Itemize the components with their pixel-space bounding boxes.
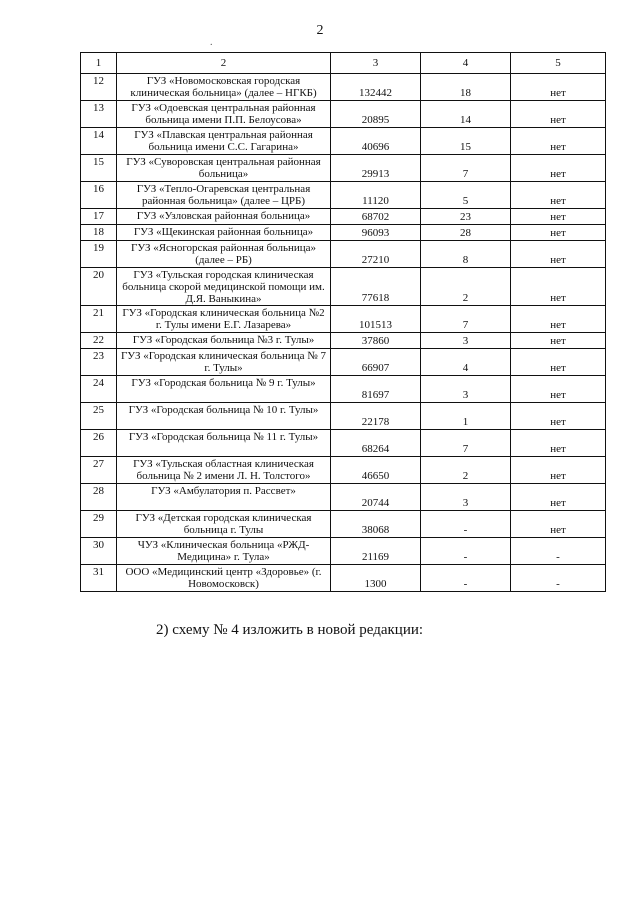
status-cell: нет — [511, 430, 606, 457]
count-cell: 2 — [421, 457, 511, 484]
row-number-cell: 12 — [81, 74, 117, 101]
institution-name-cell: ГУЗ «Щекинская районная больница» — [117, 225, 331, 241]
row-number-cell: 13 — [81, 101, 117, 128]
table-row — [81, 511, 606, 538]
population-cell: 77618 — [331, 268, 421, 306]
count-cell: - — [421, 511, 511, 538]
count-cell: - — [421, 565, 511, 592]
hospital-table — [80, 52, 606, 592]
header-cell: 4 — [421, 53, 511, 74]
institution-name-cell: ГУЗ «Городская клиническая больница №2 г. Тулы имени Е.Г. Лазарева» — [117, 306, 331, 333]
count-cell: 15 — [421, 128, 511, 155]
status-cell: - — [511, 565, 606, 592]
table-row — [81, 538, 606, 565]
institution-name-cell: ГУЗ «Тульская областная клиническая больница № 2 имени Л. Н. Толстого» — [117, 457, 331, 484]
status-cell: нет — [511, 268, 606, 306]
row-number-cell: 18 — [81, 225, 117, 241]
count-cell: 7 — [421, 155, 511, 182]
institution-name-cell: ЧУЗ «Клиническая больница «РЖД-Медицина» г. Тула» — [117, 538, 331, 565]
institution-name-cell: ООО «Медицинский центр «Здоровье» (г. Новомосковск) — [117, 565, 331, 592]
count-cell: 18 — [421, 74, 511, 101]
status-cell: нет — [511, 241, 606, 268]
table-row — [81, 225, 606, 241]
population-cell: 40696 — [331, 128, 421, 155]
population-cell: 96093 — [331, 225, 421, 241]
institution-name-cell: ГУЗ «Узловская районная больница» — [117, 209, 331, 225]
closing-text: 2) схему № 4 изложить в новой редакции: — [156, 622, 424, 638]
row-number-cell: 17 — [81, 209, 117, 225]
status-cell: нет — [511, 306, 606, 333]
header-cell: 2 — [117, 53, 331, 74]
population-cell: 27210 — [331, 241, 421, 268]
header-cell: 5 — [511, 53, 606, 74]
status-cell: нет — [511, 101, 606, 128]
institution-name-cell: ГУЗ «Новомосковская городская клиническая больница» (далее – НГКБ) — [117, 74, 331, 101]
table-row — [81, 101, 606, 128]
institution-name-cell: ГУЗ «Городская больница № 10 г. Тулы» — [117, 403, 331, 430]
row-number-cell: 24 — [81, 376, 117, 403]
count-cell: 3 — [421, 376, 511, 403]
row-number-cell: 21 — [81, 306, 117, 333]
row-number-cell: 27 — [81, 457, 117, 484]
row-number-cell: 28 — [81, 484, 117, 511]
status-cell: нет — [511, 182, 606, 209]
row-number-cell: 20 — [81, 268, 117, 306]
count-cell: 28 — [421, 225, 511, 241]
row-number-cell: 31 — [81, 565, 117, 592]
row-number-cell: 25 — [81, 403, 117, 430]
row-number-cell: 14 — [81, 128, 117, 155]
scan-dot: . — [210, 37, 213, 48]
institution-name-cell: ГУЗ «Городская клиническая больница № 7 г. Тулы» — [117, 349, 331, 376]
table-row — [81, 403, 606, 430]
count-cell: 3 — [421, 484, 511, 511]
table-row — [81, 241, 606, 268]
count-cell: 3 — [421, 333, 511, 349]
table-row — [81, 430, 606, 457]
table-row — [81, 484, 606, 511]
population-cell: 66907 — [331, 349, 421, 376]
status-cell: нет — [511, 376, 606, 403]
population-cell: 46650 — [331, 457, 421, 484]
population-cell: 20895 — [331, 101, 421, 128]
count-cell: 5 — [421, 182, 511, 209]
population-cell: 29913 — [331, 155, 421, 182]
table-row — [81, 155, 606, 182]
institution-name-cell: ГУЗ «Суворовская центральная районная больница» — [117, 155, 331, 182]
population-cell: 68702 — [331, 209, 421, 225]
table-header-row — [81, 53, 606, 74]
row-number-cell: 15 — [81, 155, 117, 182]
table-row — [81, 74, 606, 101]
count-cell: 7 — [421, 430, 511, 457]
table-row — [81, 457, 606, 484]
population-cell: 1300 — [331, 565, 421, 592]
page-number: 2 — [316, 23, 324, 38]
row-number-cell: 22 — [81, 333, 117, 349]
status-cell: нет — [511, 403, 606, 430]
row-number-cell: 26 — [81, 430, 117, 457]
institution-name-cell: ГУЗ «Городская больница №3 г. Тулы» — [117, 333, 331, 349]
population-cell: 38068 — [331, 511, 421, 538]
count-cell: 23 — [421, 209, 511, 225]
status-cell: нет — [511, 74, 606, 101]
table-row — [81, 209, 606, 225]
status-cell: нет — [511, 209, 606, 225]
institution-name-cell: ГУЗ «Одоевская центральная районная больница имени П.П. Белоусова» — [117, 101, 331, 128]
institution-name-cell: ГУЗ «Городская больница № 9 г. Тулы» — [117, 376, 331, 403]
row-number-cell: 30 — [81, 538, 117, 565]
population-cell: 20744 — [331, 484, 421, 511]
institution-name-cell: ГУЗ «Тепло-Огаревская центральная районная больница» (далее – ЦРБ) — [117, 182, 331, 209]
row-number-cell: 23 — [81, 349, 117, 376]
population-cell: 81697 — [331, 376, 421, 403]
institution-name-cell: ГУЗ «Ясногорская районная больница» (далее – РБ) — [117, 241, 331, 268]
population-cell: 11120 — [331, 182, 421, 209]
table-row — [81, 306, 606, 333]
population-cell: 101513 — [331, 306, 421, 333]
table-row — [81, 376, 606, 403]
table-row — [81, 182, 606, 209]
table-row — [81, 565, 606, 592]
header-cell: 1 — [81, 53, 117, 74]
count-cell: - — [421, 538, 511, 565]
table-row — [81, 333, 606, 349]
institution-name-cell: ГУЗ «Тульская городская клиническая больница скорой медицинской помощи им. Д.Я. Ваныкина» — [117, 268, 331, 306]
status-cell: - — [511, 538, 606, 565]
institution-name-cell: ГУЗ «Детская городская клиническая больница г. Тулы — [117, 511, 331, 538]
population-cell: 132442 — [331, 74, 421, 101]
institution-name-cell: ГУЗ «Плавская центральная районная больница имени С.С. Гагарина» — [117, 128, 331, 155]
status-cell: нет — [511, 225, 606, 241]
population-cell: 21169 — [331, 538, 421, 565]
institution-name-cell: ГУЗ «Амбулатория п. Рассвет» — [117, 484, 331, 511]
row-number-cell: 29 — [81, 511, 117, 538]
population-cell: 37860 — [331, 333, 421, 349]
count-cell: 14 — [421, 101, 511, 128]
population-cell: 22178 — [331, 403, 421, 430]
status-cell: нет — [511, 333, 606, 349]
table-row — [81, 349, 606, 376]
table-row — [81, 268, 606, 306]
table-row — [81, 128, 606, 155]
status-cell: нет — [511, 457, 606, 484]
institution-name-cell: ГУЗ «Городская больница № 11 г. Тулы» — [117, 430, 331, 457]
count-cell: 7 — [421, 306, 511, 333]
status-cell: нет — [511, 484, 606, 511]
count-cell: 8 — [421, 241, 511, 268]
status-cell: нет — [511, 155, 606, 182]
row-number-cell: 16 — [81, 182, 117, 209]
count-cell: 2 — [421, 268, 511, 306]
status-cell: нет — [511, 349, 606, 376]
row-number-cell: 19 — [81, 241, 117, 268]
status-cell: нет — [511, 128, 606, 155]
status-cell: нет — [511, 511, 606, 538]
count-cell: 1 — [421, 403, 511, 430]
count-cell: 4 — [421, 349, 511, 376]
population-cell: 68264 — [331, 430, 421, 457]
header-cell: 3 — [331, 53, 421, 74]
